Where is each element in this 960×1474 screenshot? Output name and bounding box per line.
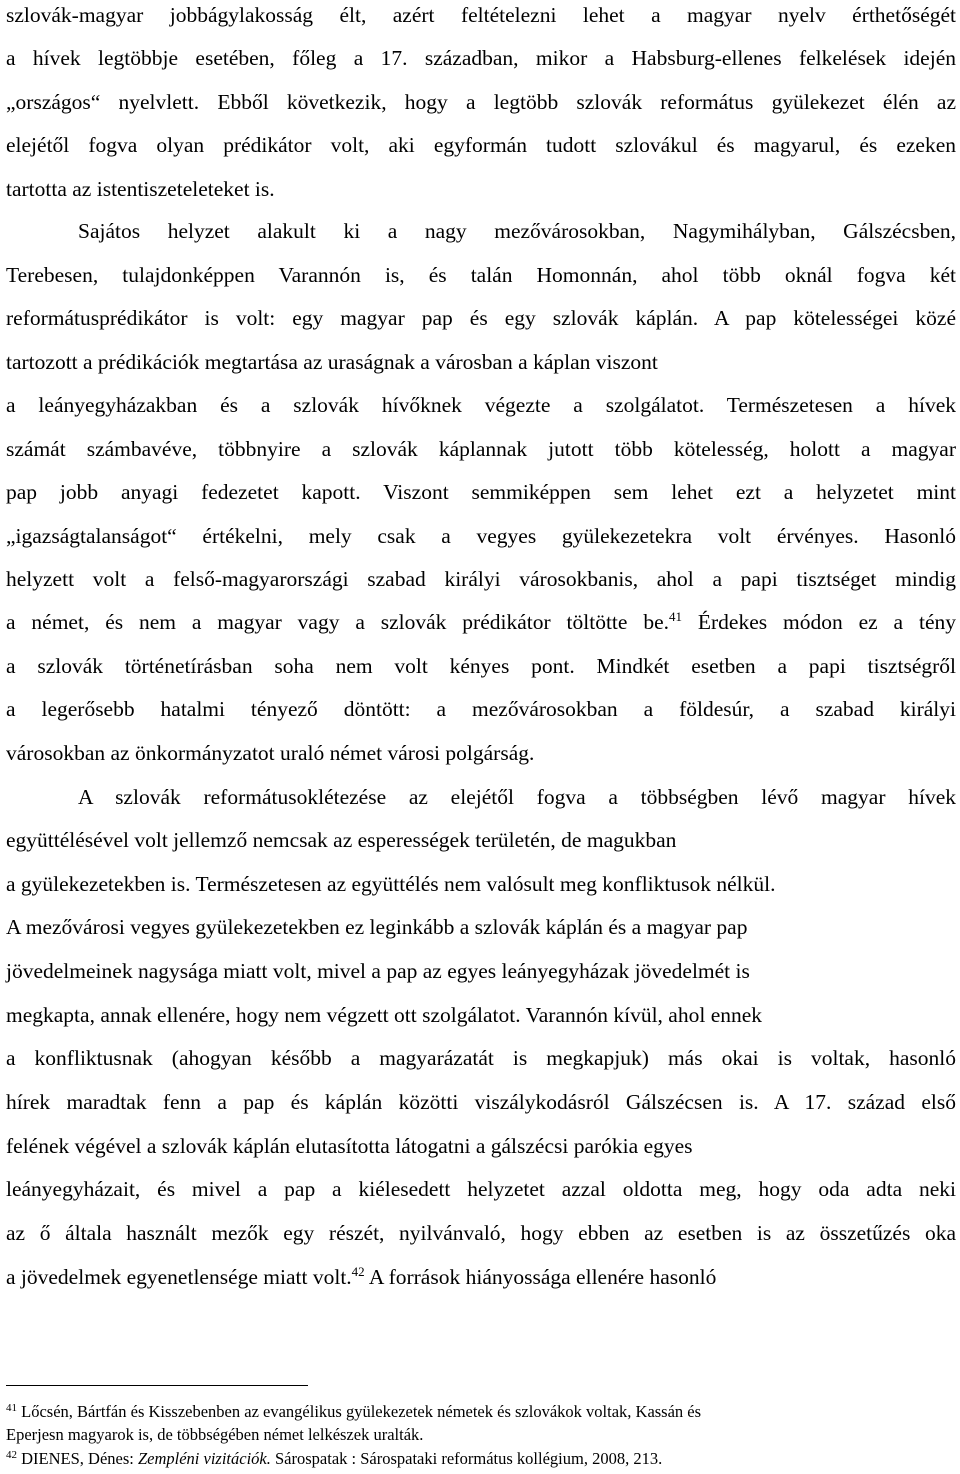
footnote-text: Lőcsén, Bártfán és Kisszebenben az evangélikus gyülekezetek németek és szlovákok voltak, Kassán és [17,1402,702,1421]
line-text: helyzett volt a felső-magyarországi szabad királyi városokbanis, ahol a papi tisztséget mindig [6,567,956,591]
text-line [6,523,956,549]
footnote-text-continued: Sárospatak : Sárospataki református kollégium, 2008, 213. [270,1449,663,1468]
line-text: Sajátos helyzet alakult ki a nagy mezővárosokban, Nagymihályban, Gálszécsben, [78,219,956,243]
text-line [6,1089,956,1115]
line-text: reformátusprédikátor is volt: egy magyar pap és egy szlovák káplán. A pap kötelességei közé [6,306,956,330]
text-line [6,305,956,331]
text-line [6,89,956,115]
text-line [6,1133,956,1159]
text-line [6,827,956,853]
line-text: „országos“ nyelvlett. Ebből következik, hogy a legtöbb szlovák református gyülekezet élén az [6,90,956,114]
footnote-ref: 41 [668,609,682,624]
text-line [78,218,956,244]
text-line [6,176,956,202]
footnote [6,1449,956,1469]
text-line [6,1264,956,1290]
line-text: felének végével a szlovák káplán elutasította látogatni a gálszécsi parókia egyes [6,1134,693,1158]
text-line [6,1220,956,1246]
footnote [6,1425,956,1445]
line-text: tartotta az istentiszeteleteket is. [6,177,275,201]
line-text: „igazságtalanságot“ értékelni, mely csak a vegyes gyülekezetekra volt érvényes. Hasonló [6,524,956,548]
line-text: a konfliktusnak (ahogyan később a magyarázatát is megkapjuk) más okai is voltak, hasonló [6,1046,956,1070]
footnote-number: 41 [6,1402,17,1414]
text-line [6,740,956,766]
text-line [6,132,956,158]
text-line [6,958,956,984]
text-line [6,479,956,505]
line-text-continued: Érdekes módon ez a tény [681,610,956,634]
footnote-separator [6,1385,308,1386]
text-line [6,392,956,418]
line-text: elejétől fogva olyan prédikátor volt, aki egyformán tudott szlovákul és magyarul, és ezeken [6,133,956,157]
line-text: jövedelmeinek nagysága miatt volt, mivel a pap az egyes leányegyházak jövedelmét is [6,959,750,983]
text-line [6,349,956,375]
line-text: a szlovák történetírásban soha nem volt kényes pont. Mindkét esetben a papi tisztségről [6,654,956,678]
line-text: a legerősebb hatalmi tényező döntött: a mezővárosokban a földesúr, a szabad királyi [6,697,956,721]
line-text: szlovák-magyar jobbágylakosság élt, azért feltételezni lehet a magyar nyelv érthetőségét [6,3,956,27]
footnote-ref: 42 [351,1264,365,1279]
text-line [6,566,956,592]
text-line [6,436,956,462]
line-text: Terebesen, tulajdonképpen Varannón is, és talán Homonnán, ahol több oknál fogva két [6,263,956,287]
text-line [6,1176,956,1202]
line-text: a hívek legtöbbje esetében, főleg a 17. században, mikor a Habsburg-ellenes felkelések idején [6,46,956,70]
line-text: a gyülekezetekben is. Természetesen az együttélés nem valósult meg konfliktusok nélkül. [6,872,776,896]
line-text: városokban az önkormányzatot uraló német városi polgárság. [6,741,535,765]
footnote [6,1402,956,1422]
footnote-text: Eperjesn magyarok is, de többségében német lelkészek uralták. [6,1425,424,1444]
line-text-continued: A források hiányossága ellenére hasonló [364,1265,717,1289]
text-line [6,871,956,897]
line-text: együttélésével volt jellemző nemcsak az esperességek területén, de magukban [6,828,677,852]
text-line [78,784,956,810]
text-line [6,653,956,679]
text-line [6,1002,956,1028]
line-text: A mezővárosi vegyes gyülekezetekben ez leginkább a szlovák káplán és a magyar pap [6,915,748,939]
line-text: A szlovák reformátusoklétezése az elejétől fogva a többségben lévő magyar hívek [78,785,956,809]
footnote-title: Zempléni vizitációk. [137,1449,271,1468]
line-text: leányegyházait, és mivel a pap a kiélesedett helyzetet azzal oldotta meg, hogy oda adta neki [6,1177,956,1201]
text-line [6,609,956,635]
footnote-text: DIENES, Dénes: [17,1449,138,1468]
text-line [6,914,956,940]
text-line [6,1045,956,1071]
line-text: hírek maradtak fenn a pap és káplán közötti viszálykodásról Gálszécsen is. A 17. század első [6,1090,956,1114]
text-line [6,2,956,28]
line-text: a német, és nem a magyar vagy a szlovák prédikátor töltötte be. [6,610,669,634]
line-text: a jövedelmek egyenetlensége miatt volt. [6,1265,352,1289]
line-text: az ő általa használt mezők egy részét, nyilvánvaló, hogy ebben az esetben is az összetűzés oka [6,1221,956,1245]
line-text: számát számbavéve, többnyire a szlovák káplannak jutott több kötelesség, holott a magyar [6,437,956,461]
footnote-number: 42 [6,1449,17,1461]
text-line [6,262,956,288]
line-text: tartozott a prédikációk megtartása az uraságnak a városban a káplan viszont [6,350,658,374]
text-line [6,45,956,71]
line-text: megkapta, annak ellenére, hogy nem végzett ott szolgálatot. Varannón kívül, ahol ennek [6,1003,763,1027]
line-text: pap jobb anyagi fedezetet kapott. Viszont semmiképpen sem lehet ezt a helyzetet mint [6,480,956,504]
text-line [6,696,956,722]
line-text: a leányegyházakban és a szlovák hívőknek végezte a szolgálatot. Természetesen a hívek [6,393,956,417]
